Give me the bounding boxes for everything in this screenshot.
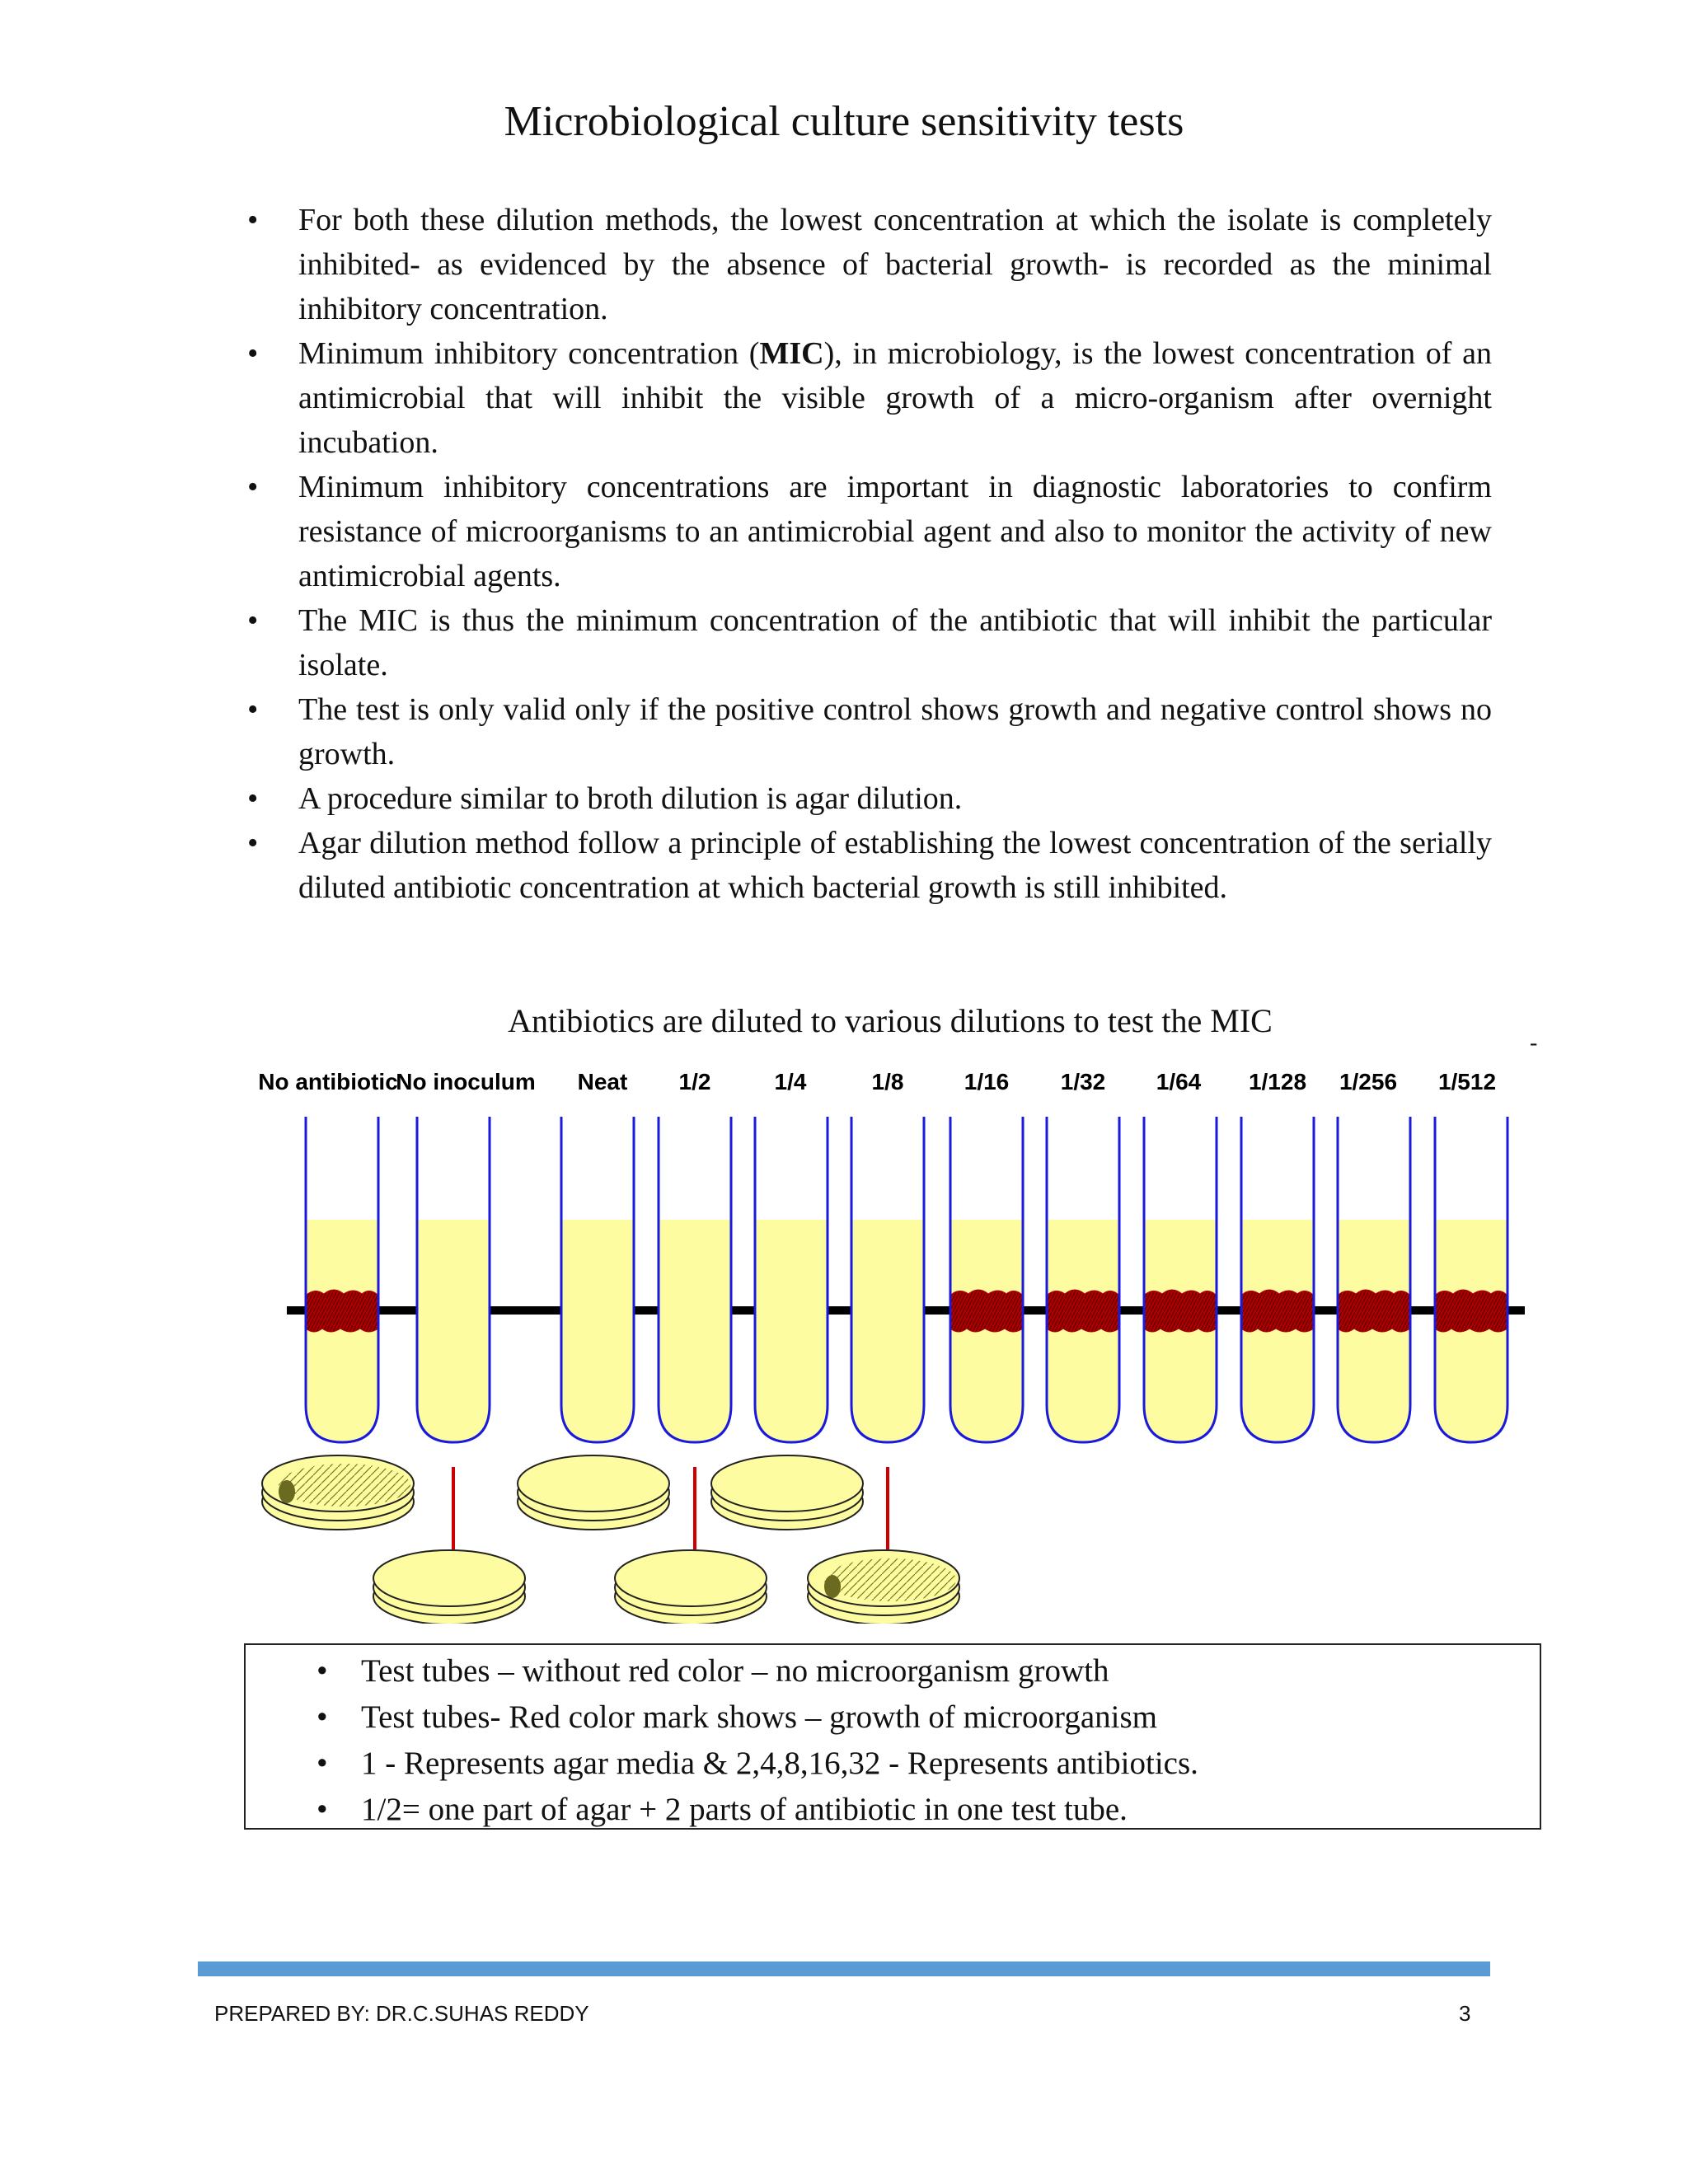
dish-lid [711, 1455, 863, 1511]
bullet-dot: • [247, 826, 259, 860]
growth-band [1338, 1290, 1410, 1332]
tube-label: 1/512 [1437, 1069, 1497, 1094]
tube-medium [417, 1220, 490, 1442]
growth-band [1241, 1290, 1314, 1332]
test-tube [1241, 1117, 1314, 1442]
bullet-item: • The test is only valid only if the positive control shows growth and negative control shows no growth. [247, 687, 1492, 776]
test-tube [1338, 1117, 1410, 1442]
legend-item: • 1 - Represents agar media & 2,4,8,16,32 - Represents antibiotics. [316, 1741, 1198, 1787]
dish-lid [615, 1550, 767, 1606]
petri-dish [262, 1455, 414, 1530]
test-tube [851, 1117, 924, 1442]
bullet-dot: • [247, 336, 259, 371]
test-tube [417, 1117, 490, 1442]
bullet-dot: • [247, 692, 259, 727]
page-number: 3 [1459, 2001, 1471, 2026]
growth-band [950, 1290, 1023, 1332]
tube-label: Neat [577, 1069, 628, 1094]
growth-band [306, 1290, 378, 1332]
tube-label: 1/256 [1339, 1069, 1398, 1094]
test-tube [306, 1117, 378, 1442]
bullet-item: • The MIC is thus the minimum concentration of the antibiotic that will inhibit the particular isolate. [247, 598, 1492, 687]
petri-dish [615, 1550, 767, 1624]
growth-band [1144, 1290, 1217, 1332]
legend-box [244, 1643, 1541, 1830]
bullet-item: • Agar dilution method follow a principle of establishing the lowest concentration of the serially diluted antibiotic concentration at which bacterial growth is still inhibited. [247, 821, 1492, 910]
test-tube [659, 1117, 731, 1442]
mic-bold: MIC [759, 336, 824, 371]
test-tube [755, 1117, 828, 1442]
dish-lid [518, 1455, 669, 1511]
bullet-item: • For both these dilution methods, the lowest concentration at which the isolate is completely inhibited- as evidenced by the absence of bacterial growth- is recorded as the minimal inhibitory concentration. [247, 198, 1492, 331]
footer-rule [198, 1961, 1490, 1976]
bullet-dot: • [316, 1653, 328, 1689]
colony-streaks [279, 1464, 410, 1507]
bullet-item: • A procedure similar to broth dilution is agar dilution. [247, 776, 1492, 821]
bullet-dot: • [316, 1746, 328, 1781]
legend-list [316, 1648, 1198, 1833]
legend-item: • Test tubes – without red color – no microorganism growth [316, 1648, 1198, 1694]
test-tube [1435, 1117, 1507, 1442]
tube-label: No inoculum [396, 1069, 536, 1094]
colony-streaks [824, 1558, 956, 1601]
page-title: Microbiological culture sensitivity tests [504, 98, 1184, 145]
tube-label: 1/128 [1248, 1069, 1307, 1094]
tube-medium [755, 1220, 828, 1442]
test-tube [1047, 1117, 1119, 1442]
bullet-dot: • [247, 470, 259, 504]
petri-dish [808, 1550, 959, 1624]
colony-spot [279, 1480, 295, 1503]
bullet-dot: • [316, 1792, 328, 1827]
growth-band [1435, 1290, 1507, 1332]
tube-label: 1/16 [964, 1069, 1010, 1094]
connector-line [693, 1467, 696, 1549]
bullet-item: • Minimum inhibitory concentrations are important in diagnostic laboratories to confirm resistance of microorganisms to an antimicrobial agent and also to monitor the activity of new antimicrobial agents. [247, 465, 1492, 598]
mic-dilution-diagram [247, 1055, 1533, 1624]
bullet-list [247, 198, 1492, 910]
bullet-dot: • [247, 603, 259, 638]
tube-label: No antibiotic [258, 1069, 398, 1094]
connector-line [886, 1467, 889, 1549]
colony-spot [824, 1575, 841, 1598]
bullet-item: • Minimum inhibitory concentration (MIC), in microbiology, is the lowest concentration of an antimicrobial that will inhibit the visible growth of a micro-organism after overnight incubation. [247, 331, 1492, 465]
legend-item: • 1/2= one part of agar + 2 parts of antibiotic in one test tube. [316, 1787, 1198, 1833]
tube-label: 1/8 [871, 1069, 904, 1094]
test-tube [561, 1117, 634, 1442]
footer-author: PREPARED BY: DR.C.SUHAS REDDY [214, 2001, 589, 2026]
petri-dish [711, 1455, 863, 1530]
petri-dish [373, 1550, 525, 1624]
tube-medium [561, 1220, 634, 1442]
dish-lid [373, 1550, 525, 1606]
legend-item: • Test tubes- Red color mark shows – growth of microorganism [316, 1694, 1198, 1741]
growth-band [1047, 1290, 1119, 1332]
tube-label: 1/4 [774, 1069, 807, 1094]
stray-mark: - [1530, 1030, 1538, 1056]
connector-line [452, 1467, 455, 1549]
test-tube [1144, 1117, 1217, 1442]
bullet-dot: • [316, 1699, 328, 1735]
tube-medium [659, 1220, 731, 1442]
tube-label: 1/32 [1060, 1069, 1106, 1094]
bullet-dot: • [247, 781, 259, 816]
figure-caption: Antibiotics are diluted to various dilutions to test the MIC [508, 1002, 1273, 1039]
tube-medium [851, 1220, 924, 1442]
tube-label: 1/2 [678, 1069, 711, 1094]
bullet-dot: • [247, 203, 259, 237]
test-tube [950, 1117, 1023, 1442]
tube-label: 1/64 [1156, 1069, 1202, 1094]
petri-dish [518, 1455, 669, 1530]
